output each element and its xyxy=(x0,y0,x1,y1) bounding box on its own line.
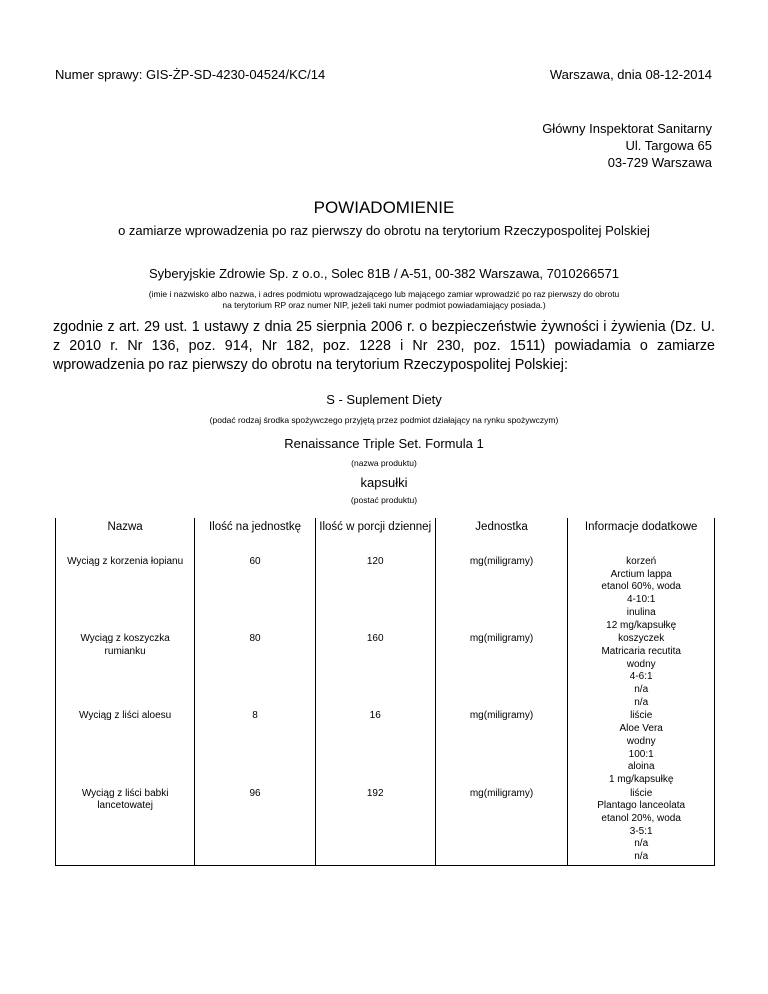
info-line: 12 mg/kapsułkę xyxy=(606,619,677,631)
info-line: 3-5:1 xyxy=(629,825,653,837)
info-line: inulina xyxy=(626,606,656,618)
product-form: kapsułki xyxy=(360,475,408,490)
info-line: n/a xyxy=(634,696,649,708)
product-form-note: (postać produktu) xyxy=(350,495,418,505)
info-line: Arctium lappa xyxy=(610,568,672,580)
company-note xyxy=(0,289,768,311)
info-line: etanol 20%, woda xyxy=(601,813,681,825)
info-line: 4-6:1 xyxy=(629,671,653,683)
additional-info xyxy=(568,556,715,633)
amount-unit: mg(miligramy) xyxy=(435,633,568,710)
ingredient-name: Wyciąg z liści aloesu xyxy=(56,710,195,787)
amount-per-daily: 192 xyxy=(315,788,435,866)
company-note-line: na terytorium RP oraz numer NIP, jeżeli taki numer podmiot powiadamiający posiada.) xyxy=(222,300,546,310)
header-per-daily: Ilość w porcji dziennej xyxy=(315,518,435,556)
ingredient-name: Wyciąg z korzenia łopianu xyxy=(56,556,195,633)
info-line: 1 mg/kapsułkę xyxy=(608,773,674,785)
info-line: etanol 60%, woda xyxy=(601,581,681,593)
additional-info xyxy=(568,633,715,710)
document-subtitle: o zamiarze wprowadzenia po raz pierwszy do obrotu na terytorium Rzeczypospolitej Polskiej xyxy=(118,223,650,238)
amount-per-daily: 160 xyxy=(315,633,435,710)
amount-unit: mg(miligramy) xyxy=(435,788,568,866)
info-line: wodny xyxy=(626,735,656,747)
header-name: Nazwa xyxy=(56,518,195,556)
amount-per-unit: 80 xyxy=(195,633,316,710)
table-row xyxy=(56,633,715,710)
company-note-line: (imie i nazwisko albo nazwa, i adres podmiotu wprowadzającego lub mającego zamiar wprowadzić po raz pierwszy do obrotu xyxy=(148,289,620,299)
company-info: Syberyjskie Zdrowie Sp. z o.o., Solec 81B / A-51, 00-382 Warszawa, 7010266571 xyxy=(149,266,619,281)
info-line: n/a xyxy=(634,851,649,863)
product-name: Renaissance Triple Set. Formula 1 xyxy=(284,436,484,451)
info-line: Aloe Vera xyxy=(619,723,663,735)
food-type: S - Suplement Diety xyxy=(326,392,442,407)
info-line: liście xyxy=(630,710,653,722)
info-line: aloina xyxy=(627,761,655,773)
case-number: Numer sprawy: GIS-ŻP-SD-4230-04524/KC/14 xyxy=(55,67,326,82)
info-line: 4-10:1 xyxy=(627,594,656,606)
info-line: wodny xyxy=(626,658,656,670)
recipient-line: 03-729 Warszawa xyxy=(607,155,712,170)
ingredient-name: Wyciąg z koszyczka rumianku xyxy=(56,633,195,710)
amount-per-daily: 16 xyxy=(315,710,435,787)
amount-unit: mg(miligramy) xyxy=(435,556,568,633)
table-row xyxy=(56,710,715,787)
food-type-note: (podać rodzaj środka spożywczego przyjętą przez podmiot działający na rynku spożywczym) xyxy=(209,415,559,425)
document-title: POWIADOMIENIE xyxy=(313,198,455,217)
recipient-line: Główny Inspektorat Sanitarny xyxy=(542,121,712,136)
additional-info xyxy=(568,710,715,787)
info-line: n/a xyxy=(634,684,649,696)
additional-info xyxy=(568,788,715,866)
header-info: Informacje dodatkowe xyxy=(568,518,715,556)
info-line: Matricaria recutita xyxy=(601,645,681,657)
amount-per-unit: 96 xyxy=(195,788,316,866)
table-row xyxy=(56,788,715,866)
date-line: Warszawa, dnia 08-12-2014 xyxy=(549,67,712,82)
recipient-address xyxy=(542,120,712,171)
amount-per-unit: 60 xyxy=(195,556,316,633)
recipient-line: Ul. Targowa 65 xyxy=(625,138,712,153)
table-row xyxy=(56,556,715,633)
header-unit: Jednostka xyxy=(435,518,568,556)
info-line: Plantago lanceolata xyxy=(597,800,686,812)
header-per-unit: Ilość na jednostkę xyxy=(195,518,316,556)
info-line: 100:1 xyxy=(628,748,654,760)
legal-basis-text: zgodnie z art. 29 ust. 1 ustawy z dnia 25 sierpnia 2006 r. o bezpieczeństwie żywności i żywienia (Dz. U. z 2010 r. Nr 136, poz. 914, Nr 182, poz. 1228 i Nr 230, poz. 1511) powiadamia o zamiarze wprowadzenia po raz pierwszy do obrotu na terytorium Rzeczypospolitej Polskiej: xyxy=(53,319,715,373)
amount-per-unit: 8 xyxy=(195,710,316,787)
amount-per-daily: 120 xyxy=(315,556,435,633)
info-line: koszyczek xyxy=(618,633,665,645)
amount-unit: mg(miligramy) xyxy=(435,710,568,787)
product-name-note: (nazwa produktu) xyxy=(351,458,417,468)
ingredients-table xyxy=(55,518,715,866)
info-line: korzeń xyxy=(626,556,657,567)
info-line: n/a xyxy=(634,838,649,850)
ingredient-name: Wyciąg z liści babki lancetowatej xyxy=(56,788,195,866)
info-line: liście xyxy=(630,787,653,799)
table-header-row xyxy=(56,518,715,556)
